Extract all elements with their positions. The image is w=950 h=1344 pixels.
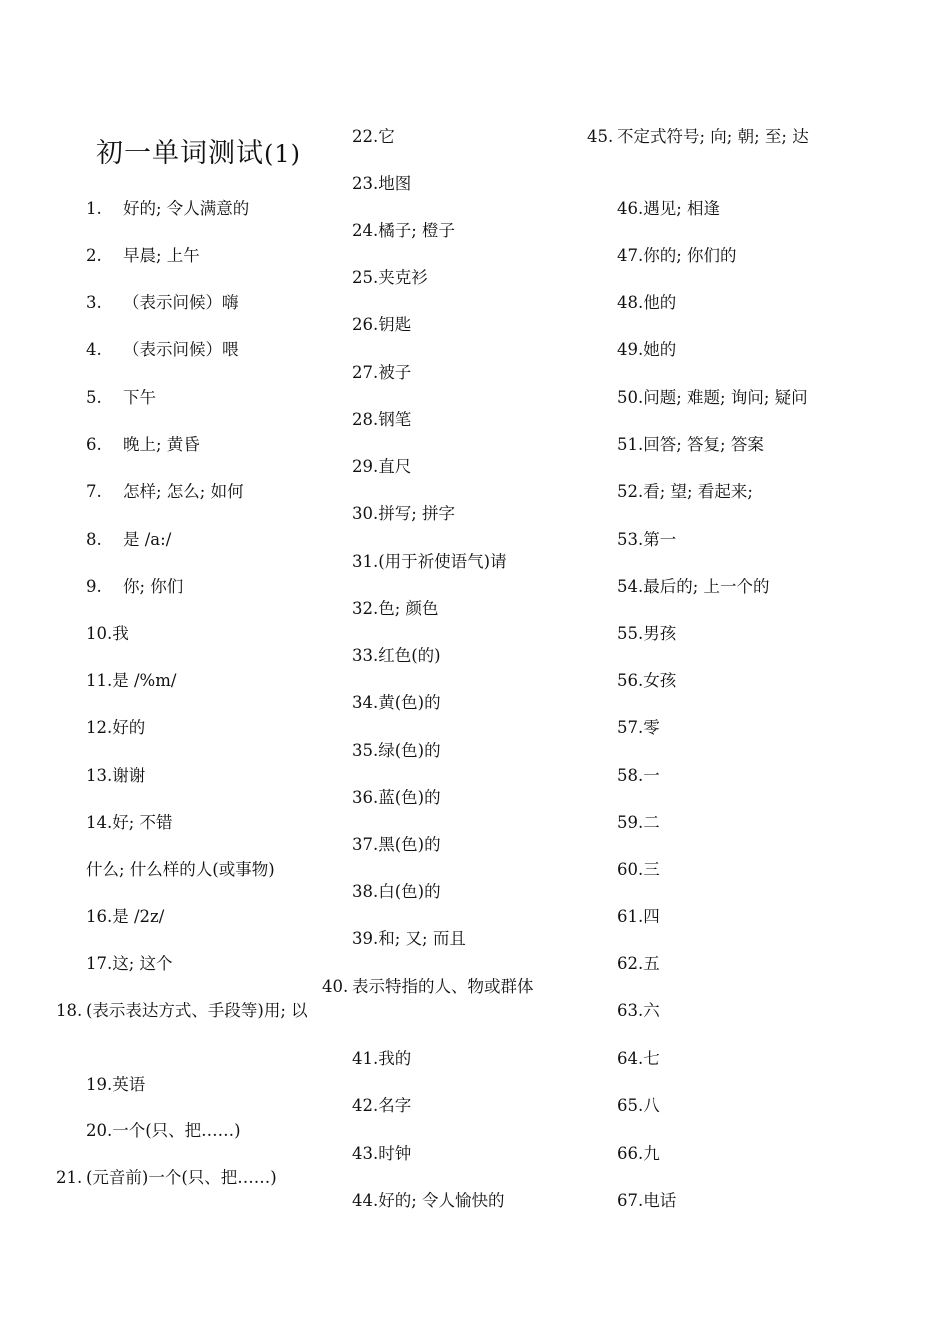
item-meaning: 钥匙 [378,315,412,334]
item-number: 52. [617,482,644,501]
vocab-item [617,196,720,221]
vocab-item [352,1093,411,1118]
item-number: 1. [86,199,102,218]
vocab-item [86,951,173,976]
item-number: 12. [86,718,113,737]
vocab-item [352,454,411,479]
item-number: 47. [617,246,644,265]
vocab-item [617,479,753,504]
item-meaning: 这; 这个 [112,954,173,973]
item-number: 56. [617,671,644,690]
item-number: 6. [86,435,102,454]
vocab-item [617,715,660,740]
item-number: 3. [86,293,102,312]
vocab-item [617,432,764,457]
vocab-item [86,1072,145,1097]
item-meaning: 零 [643,718,660,737]
item-meaning: 好的; 令人愉快的 [378,1191,505,1210]
item-number: 54. [617,577,644,596]
item-meaning: 遇见; 相逢 [643,199,721,218]
item-number: 36. [352,788,379,807]
item-meaning: 问题; 难题; 询问; 疑问 [643,388,808,407]
item-meaning: 她的 [643,340,677,359]
vocab-item [86,385,156,410]
item-meaning: 英语 [112,1075,146,1094]
item-meaning: 绿(色)的 [378,741,441,760]
item-number: 32. [352,599,379,618]
item-number: 22. [352,127,379,146]
item-meaning: 蓝(色)的 [378,788,441,807]
vocab-item [617,621,676,646]
vocab-item [86,763,145,788]
item-meaning: 直尺 [378,457,412,476]
item-meaning: 二 [643,813,660,832]
item-number: 28. [352,410,379,429]
item-number: 16. [86,907,113,926]
item-meaning: 是 /a:/ [123,530,172,549]
item-meaning: 是 /%m/ [112,671,177,690]
vocab-item [352,1188,505,1213]
page-title [96,131,301,170]
item-meaning: 被子 [378,363,412,382]
item-number: 55. [617,624,644,643]
item-number: 33. [352,646,379,665]
vocab-item [617,1141,660,1166]
item-meaning: （表示问候）嗨 [123,293,239,312]
item-number: 14. [86,813,113,832]
vocab-item [352,926,466,951]
item-number: 61. [617,907,644,926]
vocab-item [352,171,411,196]
item-number: 19. [86,1075,113,1094]
vocab-item [617,1046,660,1071]
item-number: 24. [352,221,379,240]
item-meaning: 什么; 什么样的人(或事物) [86,860,275,879]
item-meaning: 四 [643,907,660,926]
item-meaning: 钢笔 [378,410,412,429]
item-meaning: 好; 不错 [112,813,173,832]
vocab-item [86,527,171,552]
vocab-item [86,621,129,646]
item-meaning: 表示特指的人、物或群体 [352,977,534,996]
vocab-item [86,668,176,693]
item-number: 4. [86,340,102,359]
vocab-item [352,1141,411,1166]
item-number: 39. [352,929,379,948]
vocab-item [86,196,249,221]
item-meaning: 它 [378,127,395,146]
vocab-item [352,785,441,810]
item-number: 46. [617,199,644,218]
vocab-item [86,904,164,929]
vocab-item [617,385,808,410]
vocab-item: 21. (元音前)一个(只、把……) [56,1168,277,1187]
vocab-item [352,501,455,526]
vocab-item [352,265,428,290]
vocab-item [86,1118,241,1143]
vocab-item [352,596,439,621]
item-meaning: 最后的; 上一个的 [643,577,770,596]
vocab-item [352,690,441,715]
vocab-item [352,124,395,149]
item-meaning: 一个(只、把……) [112,1121,241,1140]
item-number: 35. [352,741,379,760]
vocab-item [617,998,660,1023]
item-meaning: 早晨; 上午 [123,246,200,265]
item-meaning: 红色(的) [378,646,441,665]
item-meaning: 下午 [123,388,156,407]
item-number: 53. [617,530,644,549]
vocab-item [86,574,183,599]
item-number: 10. [86,624,113,643]
item-meaning: 第一 [643,530,677,549]
item-meaning: 回答; 答复; 答案 [643,435,764,454]
item-number: 41. [352,1049,379,1068]
item-number: 26. [352,315,379,334]
vocab-item [352,832,441,857]
item-number: 34. [352,693,379,712]
item-meaning: 色; 颜色 [378,599,439,618]
item-number: 31. [352,552,379,571]
item-number: 20. [86,1121,113,1140]
item-meaning: 六 [643,1001,660,1020]
item-number: 42. [352,1096,379,1115]
vocab-item [86,479,244,504]
item-number: 8. [86,530,102,549]
item-meaning: 八 [643,1096,660,1115]
item-number: 66. [617,1144,644,1163]
item-meaning: 晚上; 黄昏 [123,435,200,454]
vocab-item [617,527,676,552]
item-number: 65. [617,1096,644,1115]
item-meaning: 一 [643,766,660,785]
item-meaning: (表示表达方式、手段等)用; 以 [86,1001,308,1020]
vocab-item [86,715,145,740]
item-number: 27. [352,363,379,382]
vocab-item [617,904,660,929]
item-number: 49. [617,340,644,359]
item-meaning: 三 [643,860,660,879]
item-number: 50. [617,388,644,407]
item-meaning: 不定式符号; 向; 朝; 至; 达 [617,127,809,146]
vocab-item [86,243,200,268]
item-number: 37. [352,835,379,854]
vocab-item [617,857,660,882]
item-meaning: 名字 [378,1096,412,1115]
item-number: 7. [86,482,102,501]
item-meaning: 他的 [643,293,677,312]
item-meaning: 橘子; 橙子 [378,221,456,240]
vocab-item [86,290,239,315]
item-meaning: 和; 又; 而且 [378,929,466,948]
item-number: 29. [352,457,379,476]
vocab-item [86,432,200,457]
item-meaning: 九 [643,1144,660,1163]
vocab-item [86,857,275,882]
item-number: 62. [617,954,644,973]
item-meaning: 女孩 [643,671,677,690]
item-number: 5. [86,388,102,407]
vocab-item [352,312,411,337]
vocab-item [617,951,660,976]
item-meaning: 白(色)的 [378,882,441,901]
vocab-item [352,407,411,432]
item-number: 25. [352,268,379,287]
vocab-item [617,1188,676,1213]
item-meaning: （表示问候）喂 [123,340,239,359]
item-number: 13. [86,766,113,785]
vocab-item [352,360,411,385]
vocab-item [617,243,737,268]
item-number: 38. [352,882,379,901]
item-meaning: 看; 望; 看起来; [643,482,753,501]
item-meaning: 拼写; 拼字 [378,504,456,523]
vocab-item [352,218,455,243]
item-meaning: 夹克衫 [378,268,428,287]
item-number: 2. [86,246,102,265]
vocab-item [617,290,676,315]
item-number: 30. [352,504,379,523]
item-meaning: 黑(色)的 [378,835,441,854]
item-meaning: 黄(色)的 [378,693,441,712]
item-number: 63. [617,1001,644,1020]
item-meaning: 时钟 [378,1144,412,1163]
item-number: 44. [352,1191,379,1210]
item-meaning: 七 [643,1049,660,1068]
item-meaning: (用于祈使语气)请 [378,552,507,571]
item-meaning: 你; 你们 [123,577,184,596]
vocab-item [617,668,676,693]
item-number: 48. [617,293,644,312]
title-text: 初一单词测试 [96,138,264,169]
vocab-item [617,1093,660,1118]
vocab-item [617,763,660,788]
item-meaning: 你的; 你们的 [643,246,737,265]
vocab-item: 40. 表示特指的人、物或群体 [322,977,534,996]
vocab-item [617,574,770,599]
item-meaning: 好的; 令人满意的 [123,199,250,218]
item-meaning: 是 /2z/ [112,907,165,926]
vocab-item [352,879,441,904]
item-meaning: (元音前)一个(只、把……) [86,1168,277,1187]
vocab-item [617,810,660,835]
item-number: 23. [352,174,379,193]
vocab-item [352,549,507,574]
item-number: 60. [617,860,644,879]
vocab-item: 45. 不定式符号; 向; 朝; 至; 达 [587,127,809,146]
item-meaning: 我 [112,624,129,643]
item-meaning: 谢谢 [112,766,146,785]
item-number: 11. [86,671,113,690]
item-meaning: 男孩 [643,624,677,643]
item-meaning: 我的 [378,1049,412,1068]
vocab-item [86,810,173,835]
item-number: 58. [617,766,644,785]
item-meaning: 怎样; 怎么; 如何 [123,482,244,501]
title-suffix: (1) [264,140,301,168]
item-meaning: 电话 [643,1191,677,1210]
item-number: 17. [86,954,113,973]
item-meaning: 地图 [378,174,412,193]
vocab-item [352,738,441,763]
vocab-item [352,643,441,668]
vocab-item [86,337,239,362]
item-meaning: 五 [643,954,660,973]
item-meaning: 好的 [112,718,146,737]
item-number: 59. [617,813,644,832]
vocab-item [617,337,676,362]
item-number: 57. [617,718,644,737]
item-number: 9. [86,577,102,596]
vocab-item: 18. (表示表达方式、手段等)用; 以 [56,1001,308,1020]
vocab-item [352,1046,411,1071]
item-number: 67. [617,1191,644,1210]
item-number: 51. [617,435,644,454]
item-number: 43. [352,1144,379,1163]
item-number: 64. [617,1049,644,1068]
